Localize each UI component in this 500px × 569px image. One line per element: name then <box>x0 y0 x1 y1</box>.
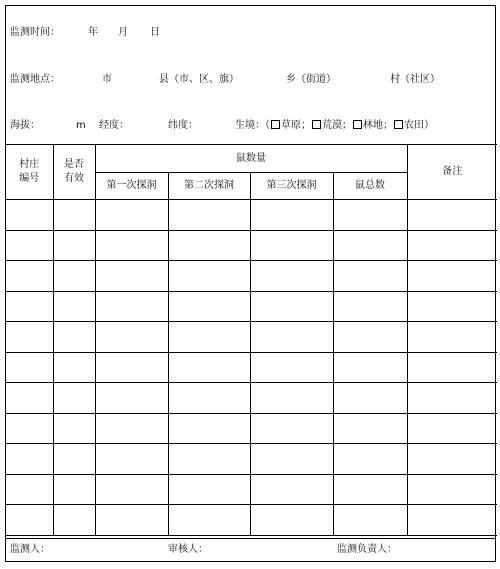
table-cell[interactable] <box>333 444 407 475</box>
city-label: 市 <box>102 74 112 85</box>
habitat-label: 生境：（ <box>235 120 270 131</box>
table-cell[interactable] <box>6 383 53 414</box>
monitoring-location-label: 监测地点： <box>10 74 60 85</box>
col-header-trap-no-line2: 编号 <box>19 173 40 184</box>
table-cell[interactable] <box>53 444 95 475</box>
table-cell[interactable] <box>250 383 333 414</box>
table-row <box>6 261 497 292</box>
table-cell[interactable] <box>407 200 497 231</box>
village-label: 村（社区） <box>390 74 440 85</box>
table-cell[interactable] <box>53 383 95 414</box>
table-cell[interactable] <box>95 383 168 414</box>
county-label: 县（市、区、旗） <box>159 74 239 85</box>
table-row <box>6 200 497 231</box>
table-cell[interactable] <box>333 230 407 261</box>
table-row <box>6 413 497 444</box>
table-cell[interactable] <box>168 413 250 444</box>
habitat-option-forest: 林地； <box>363 120 393 131</box>
site-details-line <box>6 119 495 133</box>
table-cell[interactable] <box>250 352 333 383</box>
table-cell[interactable] <box>407 505 497 536</box>
table-cell[interactable] <box>6 261 53 292</box>
table-cell[interactable] <box>333 505 407 536</box>
table-cell[interactable] <box>168 474 250 505</box>
table-cell[interactable] <box>168 505 250 536</box>
table-cell[interactable] <box>6 291 53 322</box>
table-cell[interactable] <box>6 413 53 444</box>
table-row <box>6 291 497 322</box>
col-header-valid-line1: 是否 <box>64 159 84 170</box>
longitude-label: 经度： <box>99 120 129 131</box>
table-row <box>6 474 497 505</box>
table-row <box>6 383 497 414</box>
col-header-remark: 备注 <box>407 145 497 200</box>
table-row <box>6 322 497 353</box>
table-cell[interactable] <box>333 413 407 444</box>
habitat-group <box>235 119 434 133</box>
table-cell[interactable] <box>6 322 53 353</box>
table-cell[interactable] <box>6 474 53 505</box>
latitude-label: 纬度： <box>168 120 198 131</box>
monitoring-time-label: 监测时间： <box>10 27 60 38</box>
table-cell[interactable] <box>407 291 497 322</box>
table-cell[interactable] <box>168 261 250 292</box>
survey-table <box>6 144 497 536</box>
table-cell[interactable] <box>53 291 95 322</box>
altitude-label: 海拔： <box>10 120 40 131</box>
day-label: 日 <box>150 27 160 38</box>
table-cell[interactable] <box>53 261 95 292</box>
table-cell[interactable] <box>250 474 333 505</box>
habitat-option-desert: 荒漠； <box>322 120 352 131</box>
table-cell[interactable] <box>250 444 333 475</box>
table-cell[interactable] <box>95 413 168 444</box>
signature-footer <box>6 538 495 563</box>
col-header-second-probe: 第二次探洞 <box>168 173 250 200</box>
table-cell[interactable] <box>168 291 250 322</box>
table-cell[interactable] <box>53 505 95 536</box>
table-cell[interactable] <box>407 444 497 475</box>
table-cell[interactable] <box>333 383 407 414</box>
table-cell[interactable] <box>95 230 168 261</box>
table-cell[interactable] <box>95 261 168 292</box>
table-cell[interactable] <box>95 291 168 322</box>
col-header-third-probe: 第三次探洞 <box>250 173 333 200</box>
table-cell[interactable] <box>6 505 53 536</box>
table-cell[interactable] <box>168 352 250 383</box>
table-cell[interactable] <box>6 230 53 261</box>
table-cell[interactable] <box>407 413 497 444</box>
forest-checkbox[interactable] <box>353 120 362 129</box>
table-cell[interactable] <box>333 352 407 383</box>
table-cell[interactable] <box>53 200 95 231</box>
table-cell[interactable] <box>333 291 407 322</box>
table-cell[interactable] <box>6 352 53 383</box>
habitat-option-grassland: 草原； <box>281 120 311 131</box>
table-row <box>6 230 497 261</box>
table-cell[interactable] <box>250 505 333 536</box>
col-header-valid <box>53 145 95 200</box>
table-cell[interactable] <box>53 413 95 444</box>
table-row <box>6 444 497 475</box>
table-cell[interactable] <box>333 200 407 231</box>
table-row <box>6 352 497 383</box>
col-header-mouse-count: 鼠数量 <box>95 145 407 173</box>
table-cell[interactable] <box>95 474 168 505</box>
table-cell[interactable] <box>250 322 333 353</box>
table-row <box>6 505 497 536</box>
grassland-checkbox[interactable] <box>271 120 280 129</box>
table-cell[interactable] <box>95 505 168 536</box>
col-header-trap-no <box>6 145 53 200</box>
table-cell[interactable] <box>407 322 497 353</box>
table-cell[interactable] <box>407 383 497 414</box>
table-cell[interactable] <box>168 200 250 231</box>
year-label: 年 <box>88 27 98 38</box>
table-cell[interactable] <box>407 261 497 292</box>
monitor-person-label: 监测人： <box>10 544 50 555</box>
table-cell[interactable] <box>407 474 497 505</box>
col-header-first-probe: 第一次探洞 <box>95 173 168 200</box>
township-label: 乡（街道） <box>286 74 336 85</box>
table-cell[interactable] <box>168 444 250 475</box>
table-cell[interactable] <box>407 352 497 383</box>
monitoring-location-line <box>6 73 495 87</box>
altitude-unit: m <box>76 120 86 131</box>
reviewer-label: 审核人： <box>168 544 208 555</box>
monitoring-time-line <box>6 26 495 40</box>
table-cell[interactable] <box>333 474 407 505</box>
table-cell[interactable] <box>168 230 250 261</box>
monitoring-form <box>5 5 496 562</box>
table-cell[interactable] <box>250 230 333 261</box>
table-cell[interactable] <box>250 261 333 292</box>
farmland-checkbox[interactable] <box>394 120 403 129</box>
table-cell[interactable] <box>250 413 333 444</box>
table-cell[interactable] <box>6 200 53 231</box>
table-cell[interactable] <box>53 474 95 505</box>
table-cell[interactable] <box>95 444 168 475</box>
table-cell[interactable] <box>95 352 168 383</box>
table-cell[interactable] <box>53 322 95 353</box>
habitat-option-farmland: 农田） <box>404 120 434 131</box>
table-cell[interactable] <box>250 291 333 322</box>
table-cell[interactable] <box>333 322 407 353</box>
table-cell[interactable] <box>250 200 333 231</box>
table-cell[interactable] <box>53 352 95 383</box>
col-header-valid-line2: 有效 <box>64 173 84 184</box>
responsible-person-label: 监测负责人： <box>337 544 397 555</box>
col-header-trap-no-line1: 村庄 <box>19 159 40 170</box>
table-cell[interactable] <box>95 322 168 353</box>
table-cell[interactable] <box>53 230 95 261</box>
table-cell[interactable] <box>95 200 168 231</box>
table-body <box>6 200 497 536</box>
col-header-total: 鼠总数 <box>333 173 407 200</box>
month-label: 月 <box>118 27 128 38</box>
table-cell[interactable] <box>6 444 53 475</box>
desert-checkbox[interactable] <box>312 120 321 129</box>
table-cell[interactable] <box>333 261 407 292</box>
table-cell[interactable] <box>168 322 250 353</box>
table-cell[interactable] <box>407 230 497 261</box>
table-cell[interactable] <box>168 383 250 414</box>
